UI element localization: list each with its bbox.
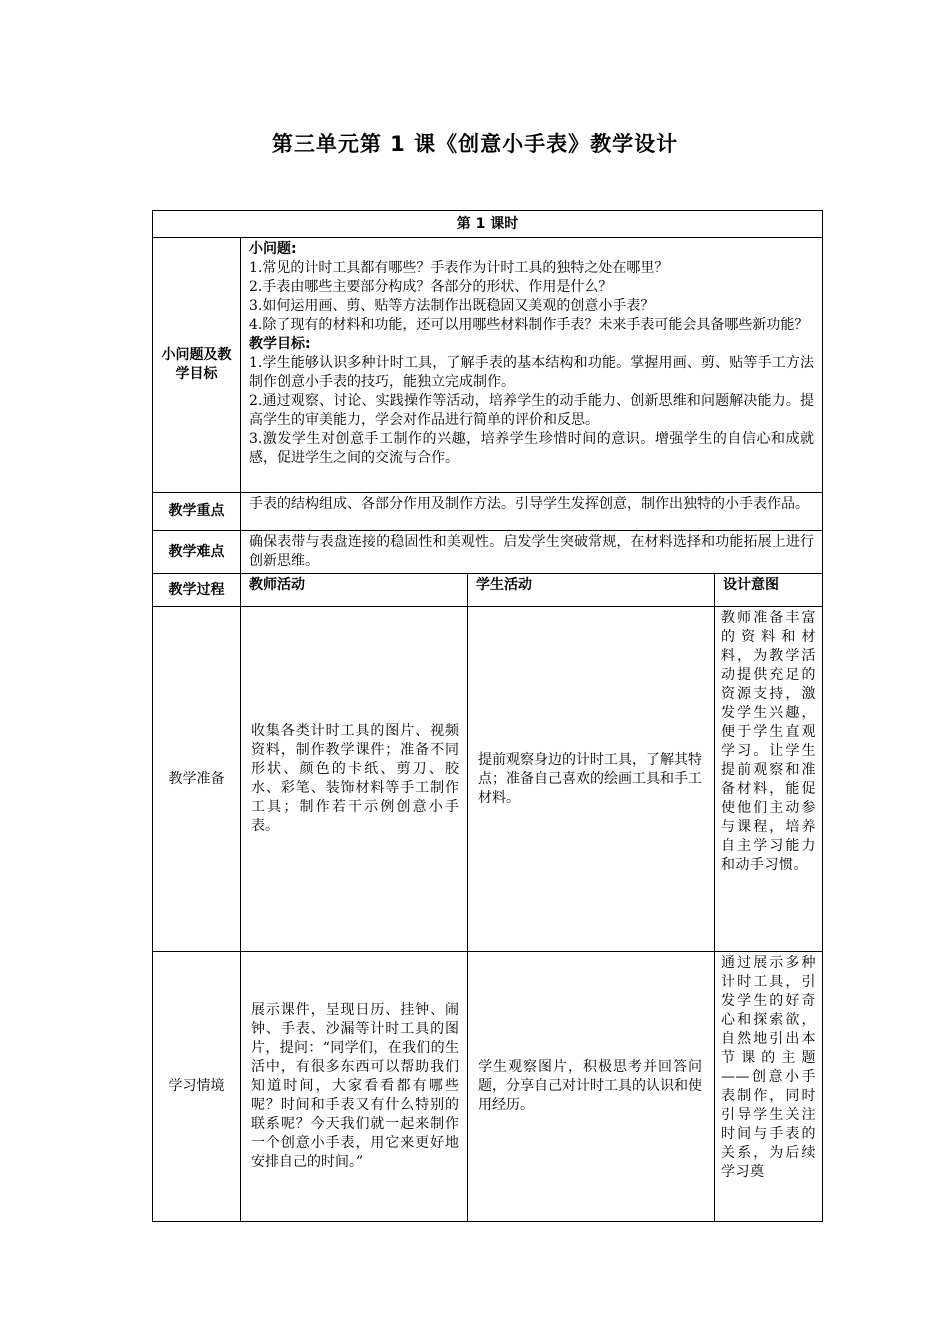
difficulties-label: 教学难点 xyxy=(153,531,241,574)
goal-item: 2.通过观察、讨论、实践操作等活动，培养学生的动手能力、创新思维和问题解决能力。提高学生的审美能力，学会对作品进行简单的评价和反思。 xyxy=(249,393,814,428)
difficulties-text: 确保表带与表盘连接的稳固性和美观性。启发学生突破常规，在材料选择和功能拓展上进行创新思维。 xyxy=(241,531,823,574)
objectives-content xyxy=(241,238,823,493)
student-activity-header: 学生活动 xyxy=(468,574,715,607)
question-item: 2.手表由哪些主要部分构成？各部分的形状、作用是什么？ xyxy=(249,279,613,295)
page-title: 第三单元第 1 课《创意小手表》教学设计 xyxy=(271,132,679,156)
key-points-label: 教学重点 xyxy=(153,493,241,531)
goal-item: 3.激发学生对创意手工制作的兴趣，培养学生珍惜时间的意识。增强学生的自信心和成就感，促进学生之间的交流与合作。 xyxy=(249,431,814,466)
objectives-row xyxy=(153,238,823,493)
goal-item: 1.学生能够认识多种计时工具，了解手表的基本结构和功能。掌握用画、剪、贴等手工方法制作创意小手表的技巧，能独立完成制作。 xyxy=(249,355,814,390)
lesson-plan-table xyxy=(152,210,823,1222)
process-row xyxy=(153,607,823,952)
question-item: 4.除了现有的材料和功能，还可以用哪些材料制作手表？未来手表可能会具备哪些新功能？ xyxy=(249,317,809,333)
student-activity: 学生观察图片，积极思考并回答问题，分享自己对计时工具的认识和使用经历。 xyxy=(468,952,715,1222)
process-header-row xyxy=(153,574,823,607)
design-intent-header: 设计意图 xyxy=(715,574,823,607)
key-points-text: 手表的结构组成、各部分作用及制作方法。引导学生发挥创意，制作出独特的小手表作品。 xyxy=(241,493,823,531)
teacher-activity-header: 教师活动 xyxy=(241,574,468,607)
design-intent: 教师准备丰富的资料和材料，为教学活动提供充足的资源支持，激发学生兴趣，便于学生直观学习。让学生提前观察和准备材料，能促使他们主动参与课程，培养自主学习能力和动手习惯。 xyxy=(715,607,823,952)
student-activity: 提前观察身边的计时工具，了解其特点；准备自己喜欢的绘画工具和手工材料。 xyxy=(468,607,715,952)
teacher-activity: 收集各类计时工具的图片、视频资料，制作教学课件；准备不同形状、颜色的卡纸、剪刀、胶水、彩笔、装饰材料等手工制作工具；制作若干示例创意小手表。 xyxy=(241,607,468,952)
session-header: 第 1 课时 xyxy=(153,211,823,238)
objectives-label: 小问题及教学目标 xyxy=(153,238,241,493)
questions-title: 小问题: xyxy=(249,241,297,257)
goals-title: 教学目标: xyxy=(249,336,311,352)
session-header-row xyxy=(153,211,823,238)
design-intent: 通过展示多种计时工具，引发学生的好奇心和探索欲，自然地引出本节课的主题——创意小手表制作，同时引导学生关注时间与手表的关系，为后续学习奠 xyxy=(715,952,823,1222)
key-points-row xyxy=(153,493,823,531)
question-item: 3.如何运用画、剪、贴等方法制作出既稳固又美观的创意小手表？ xyxy=(249,298,655,314)
teacher-activity: 展示课件，呈现日历、挂钟、闹钟、手表、沙漏等计时工具的图片，提问：“同学们，在我们的生活中，有很多东西可以帮助我们知道时间，大家看看都有哪些呢？时间和手表又有什么特别的联系呢？今天我们就一起来制作一个创意小手表，用它来更好地安排自己的时间。” xyxy=(241,952,468,1222)
process-row xyxy=(153,952,823,1222)
process-stage: 学习情境 xyxy=(153,952,241,1222)
process-label: 教学过程 xyxy=(153,574,241,607)
difficulties-row xyxy=(153,531,823,574)
question-item: 1.常见的计时工具都有哪些？手表作为计时工具的独特之处在哪里？ xyxy=(249,260,669,276)
process-stage: 教学准备 xyxy=(153,607,241,952)
